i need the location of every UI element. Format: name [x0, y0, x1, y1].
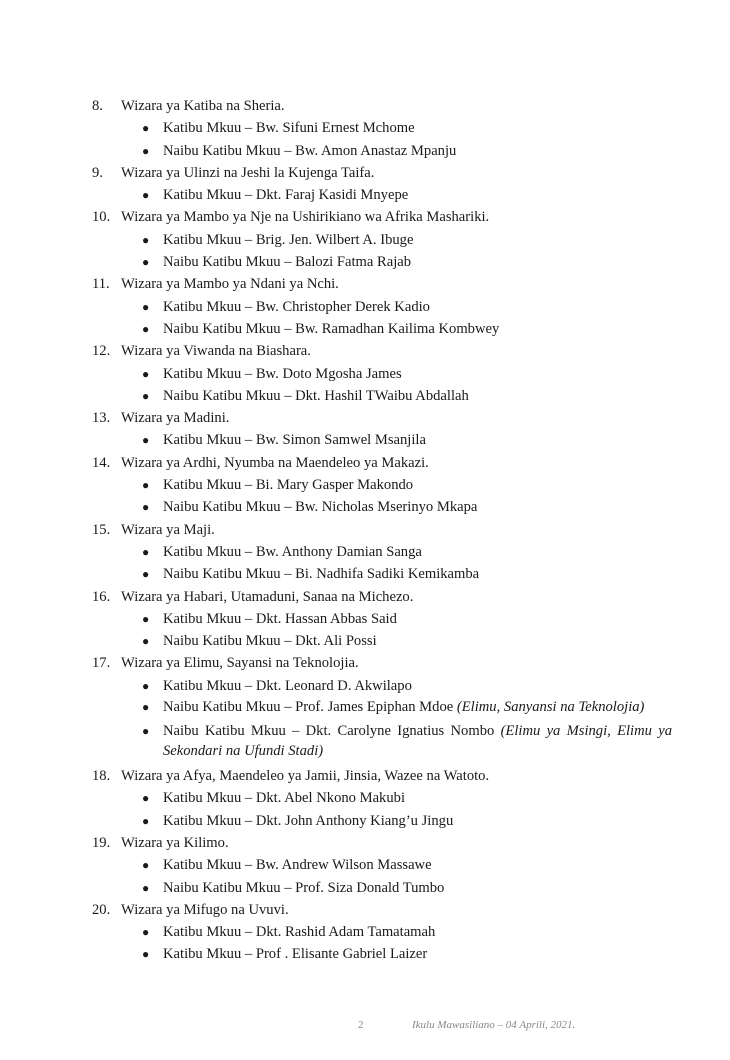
official-item: [92, 251, 672, 273]
bullet-icon: ●: [142, 433, 150, 448]
official-item: [92, 363, 672, 385]
bullet-icon: ●: [142, 700, 150, 715]
bullet-icon: ●: [142, 611, 150, 626]
officials-list: [92, 787, 672, 832]
ministry-number: 9.: [92, 164, 103, 181]
ministry-number: 13.: [92, 410, 111, 427]
official-item: [92, 385, 672, 407]
official-item: [92, 630, 672, 652]
ministry-name: Wizara ya Ulinzi na Jeshi la Kujenga Taifa.: [121, 164, 375, 181]
official-name: Naibu Katibu Mkuu – Bw. Nicholas Mserinyo Mkapa: [163, 499, 478, 516]
official-name: Katibu Mkuu – Bw. Anthony Damian Sanga: [163, 543, 422, 560]
official-name: Katibu Mkuu – Bw. Doto Mgosha James: [163, 365, 402, 382]
ministry-name: Wizara ya Mifugo na Uvuvi.: [121, 901, 289, 918]
official-item: [92, 921, 672, 943]
official-name: Katibu Mkuu – Brig. Jen. Wilbert A. Ibuge: [163, 231, 414, 248]
official-item: [92, 541, 672, 563]
official-item: [92, 854, 672, 876]
officials-list: [92, 429, 672, 451]
bullet-icon: ●: [142, 858, 150, 873]
official-item: [92, 721, 672, 761]
officials-list: [92, 296, 672, 341]
bullet-icon: ●: [142, 388, 150, 403]
official-item: [92, 429, 672, 451]
ministry-name: Wizara ya Madini.: [121, 410, 230, 427]
ministry-name: Wizara ya Habari, Utamaduni, Sanaa na Michezo.: [121, 588, 414, 605]
ministry-heading: [92, 765, 672, 787]
official-name: Katibu Mkuu – Dkt. Leonard D. Akwilapo: [163, 677, 412, 694]
official-item: [92, 117, 672, 139]
official-name: Katibu Mkuu – Dkt. Faraj Kasidi Mnyepe: [163, 187, 409, 204]
ministry-heading: [92, 273, 672, 295]
ministry-heading: [92, 519, 672, 541]
page-number: 2: [358, 1019, 364, 1031]
ministry-number: 17.: [92, 655, 111, 672]
official-item: [92, 943, 672, 965]
ministry-heading: [92, 899, 672, 921]
officials-list: [92, 229, 672, 274]
ministry-heading: [92, 162, 672, 184]
ministry-heading: [92, 340, 672, 362]
ministry-name: Wizara ya Maji.: [121, 521, 215, 538]
official-name: Naibu Katibu Mkuu – Prof. James Epiphan Mdoe: [163, 699, 457, 716]
ministry-number: 15.: [92, 521, 111, 538]
ministry-name: Wizara ya Elimu, Sayansi na Teknolojia.: [121, 655, 359, 672]
official-name: Naibu Katibu Mkuu – Dkt. Ali Possi: [163, 633, 377, 650]
official-name: Katibu Mkuu – Bw. Simon Samwel Msanjila: [163, 432, 426, 449]
ministry-number: 11.: [92, 276, 110, 293]
official-name: Katibu Mkuu – Bi. Mary Gasper Makondo: [163, 477, 414, 494]
ministry-number: 16.: [92, 588, 111, 605]
official-item: [92, 608, 672, 630]
ministry-name: Wizara ya Kilimo.: [121, 834, 229, 851]
bullet-icon: ●: [142, 813, 150, 828]
bullet-icon: ●: [142, 791, 150, 806]
official-name: Katibu Mkuu – Prof . Elisante Gabriel Laizer: [163, 946, 428, 963]
official-name: Katibu Mkuu – Bw. Sifuni Ernest Mchome: [163, 120, 415, 137]
official-item: [92, 810, 672, 832]
ministry-number: 14.: [92, 454, 111, 471]
official-item: [92, 496, 672, 518]
bullet-icon: ●: [142, 121, 150, 136]
official-name: Naibu Katibu Mkuu – Dkt. Carolyne Ignatius Nombo: [163, 723, 501, 740]
official-item: [92, 787, 672, 809]
officials-list: [92, 474, 672, 519]
official-note: (Elimu ya Msingi, Elimu ya Sekondari na Ufundi Stadi): [163, 723, 672, 760]
ministry-number: 20.: [92, 901, 111, 918]
official-item: [92, 184, 672, 206]
ministry-number: 8.: [92, 98, 103, 114]
ministry-number: 12.: [92, 343, 111, 360]
officials-list: [92, 921, 672, 966]
bullet-icon: ●: [142, 299, 150, 314]
official-name: Katibu Mkuu – Dkt. Hassan Abbas Said: [163, 610, 397, 627]
bullet-icon: ●: [142, 321, 150, 336]
bullet-icon: ●: [142, 143, 150, 158]
ministry-heading: [92, 452, 672, 474]
ministry-heading: [92, 95, 672, 117]
official-note: (Elimu, Sanyansi na Teknolojia): [456, 699, 645, 716]
official-name: Katibu Mkuu – Bw. Christopher Derek Kadio: [163, 298, 430, 315]
officials-list: [92, 541, 672, 586]
ministry-name: Wizara ya Katiba na Sheria.: [121, 98, 285, 114]
officials-list: [92, 854, 672, 899]
official-name: Naibu Katibu Mkuu – Bi. Nadhifa Sadiki Kemikamba: [163, 566, 480, 583]
bullet-icon: ●: [142, 724, 150, 739]
bullet-icon: ●: [142, 634, 150, 649]
ministry-number: 18.: [92, 768, 111, 785]
official-name: Naibu Katibu Mkuu – Prof. Siza Donald Tumbo: [163, 879, 445, 896]
official-item: [92, 877, 672, 899]
official-name: Katibu Mkuu – Dkt. Rashid Adam Tamatamah: [163, 924, 436, 941]
officials-list: [92, 675, 672, 761]
official-name: Katibu Mkuu – Bw. Andrew Wilson Massawe: [163, 857, 432, 874]
bullet-icon: ●: [142, 544, 150, 559]
official-item: [92, 563, 672, 585]
official-name: Naibu Katibu Mkuu – Balozi Fatma Rajab: [163, 254, 412, 271]
official-name: Naibu Katibu Mkuu – Bw. Amon Anastaz Mpanju: [163, 142, 457, 159]
bullet-icon: ●: [142, 880, 150, 895]
ministry-heading: [92, 652, 672, 674]
officials-list: [92, 117, 672, 162]
bullet-icon: ●: [142, 232, 150, 247]
official-item: [92, 318, 672, 340]
official-name: Naibu Katibu Mkuu – Bw. Ramadhan Kailima Kombwey: [163, 320, 500, 337]
bullet-icon: ●: [142, 478, 150, 493]
ministry-name: Wizara ya Mambo ya Nje na Ushirikiano wa Afrika Mashariki.: [121, 209, 490, 226]
bullet-icon: ●: [142, 500, 150, 515]
bullet-icon: ●: [142, 188, 150, 203]
official-item: [92, 140, 672, 162]
official-item: [92, 474, 672, 496]
official-name: Katibu Mkuu – Dkt. Abel Nkono Makubi: [163, 790, 406, 807]
bullet-icon: ●: [142, 366, 150, 381]
official-name: Katibu Mkuu – Dkt. John Anthony Kiang’u Jingu: [163, 812, 454, 829]
ministry-heading: [92, 407, 672, 429]
bullet-icon: ●: [142, 947, 150, 962]
official-item: [92, 697, 672, 717]
official-item: [92, 296, 672, 318]
official-item: [92, 229, 672, 251]
ministry-name: Wizara ya Ardhi, Nyumba na Maendeleo ya Makazi.: [121, 454, 429, 471]
bullet-icon: ●: [142, 255, 150, 270]
ministry-number: 19.: [92, 834, 111, 851]
ministry-name: Wizara ya Viwanda na Biashara.: [121, 343, 311, 360]
bullet-icon: ●: [142, 678, 150, 693]
footer-source: Ikulu Mawasiliano – 04 Aprili, 2021.: [412, 1019, 576, 1031]
ministry-heading: [92, 206, 672, 228]
officials-list: [92, 363, 672, 408]
ministry-name: Wizara ya Mambo ya Ndani ya Nchi.: [121, 276, 339, 293]
ministry-heading: [92, 586, 672, 608]
ministry-list: [92, 95, 672, 966]
official-name: Naibu Katibu Mkuu – Dkt. Hashil TWaibu Abdallah: [163, 387, 469, 404]
officials-list: [92, 184, 672, 206]
bullet-icon: ●: [142, 567, 150, 582]
official-item: [92, 675, 672, 697]
bullet-icon: ●: [142, 925, 150, 940]
ministry-number: 10.: [92, 209, 111, 226]
ministry-name: Wizara ya Afya, Maendeleo ya Jamii, Jinsia, Wazee na Watoto.: [121, 768, 490, 785]
ministry-heading: [92, 832, 672, 854]
officials-list: [92, 608, 672, 653]
